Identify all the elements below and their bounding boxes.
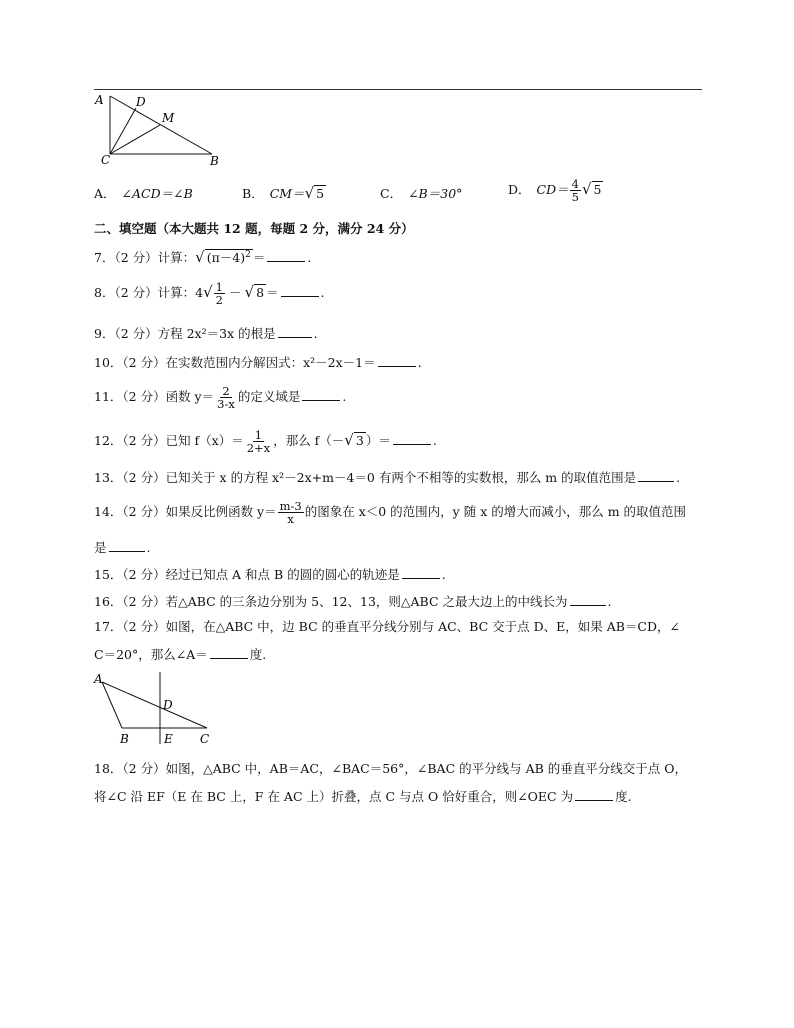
question-18: 18．（2 分）如图，△ABC 中，AB＝AC，∠BAC＝56°，∠BAC 的平分线与 AB 的垂直平分线交于点 O， xyxy=(94,761,687,776)
question-11: 11．（2 分）函数 y＝ $\frac{2}{3-x}$ 的定义域是 . xyxy=(94,384,347,411)
option-d: D． CD＝ $\frac{4}{5}$ √ 5 xyxy=(508,177,602,204)
question-17: 17．（2 分）如图，在△ABC 中，边 BC 的垂直平分线分别与 AC、BC 交于点 D、E，如果 AB＝CD，∠ xyxy=(94,619,680,634)
fig2-label-a: A xyxy=(94,672,103,686)
question-10: 10．（2 分）在实数范围内分解因式：x²－2x－1＝ . xyxy=(94,355,422,370)
question-13: 13．（2 分）已知关于 x 的方程 x²－2x+m－4＝0 有两个不相等的实数根，那么 m 的取值范围是 . xyxy=(94,470,681,485)
question-15: 15．（2 分）经过已知点 A 和点 B 的圆的圆心的轨迹是 . xyxy=(94,567,446,582)
label-c: C xyxy=(101,153,111,167)
triangle-figure-2 xyxy=(92,670,222,750)
option-a: A． ∠ACD＝∠B xyxy=(94,186,193,201)
header-rule xyxy=(94,89,702,90)
label-d: D xyxy=(136,95,146,109)
label-b: B xyxy=(210,154,219,168)
fig2-label-b: B xyxy=(120,732,129,746)
question-12: 12．（2 分）已知 f（x）＝ $\frac{1}{2+x}$ ，那么 f（－√ 3 ）＝ . xyxy=(94,428,437,455)
question-17-line2: C＝20°，那么∠A＝ 度. xyxy=(94,647,267,662)
question-8: 8．（2 分）计算：4√ $\frac{1}{2}$ － √ 8 ＝ . xyxy=(94,280,325,307)
fig2-label-d: D xyxy=(163,698,173,712)
question-7: 7．（2 分）计算：√ $(\pi-4)^2$ ＝ . xyxy=(94,248,312,267)
section-title: 二、填空题（本大题共 12 题，每题 2 分，满分 24 分） xyxy=(94,221,414,236)
label-m: M xyxy=(162,111,175,125)
fig2-label-c: C xyxy=(200,732,210,746)
question-14: 14．（2 分）如果反比例函数 y＝ $\frac{m-3}{x}$ 的图象在 x＜0 的范围内，y 随 x 的增大而减小，那么 m 的取值范围 xyxy=(94,499,687,526)
option-b: B． CM＝√ 5 xyxy=(242,184,325,202)
question-14-line2: 是 . xyxy=(94,540,151,555)
option-c: C． ∠B＝30° xyxy=(380,186,463,201)
question-16: 16．（2 分）若△ABC 的三条边分别为 5、12、13，则△ABC 之最大边上的中线长为 . xyxy=(94,594,612,609)
question-9: 9．（2 分）方程 2x²＝3x 的根是 . xyxy=(94,326,318,341)
fig2-label-e: E xyxy=(164,732,173,746)
question-18-line2: 将∠C 沿 EF（E 在 BC 上，F 在 AC 上）折叠，点 C 与点 O 恰好重合，则∠OEC 为 度. xyxy=(94,789,632,804)
triangle-figure-1 xyxy=(92,92,222,168)
label-a: A xyxy=(95,93,104,107)
